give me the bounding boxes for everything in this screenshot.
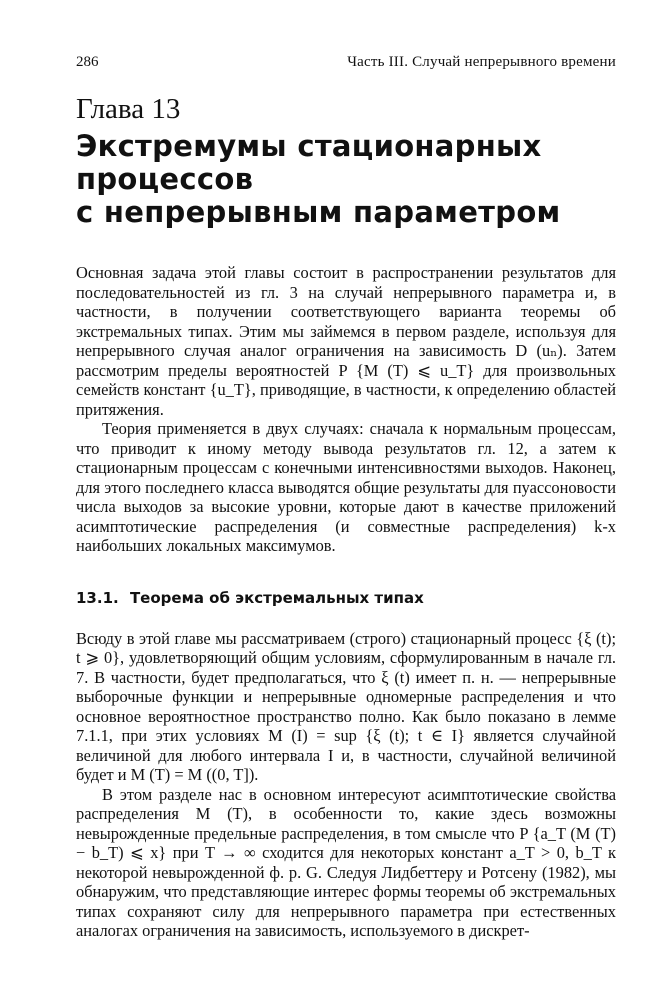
running-head [76,54,616,76]
page-number: 286 [76,54,99,70]
chapter-title-line-2: с непрерывным параметром [76,195,561,229]
section-paragraph-2: В этом разделе нас в основном интересуют асимптотические свойства распределения M (T), в особенности то, какие здесь возможны невырожденные предельные распределения, в том смысле что P {a_T (M (T) − b_T) ⩽ x} при T → ∞ сходится для некоторых констант a_T > 0, b_T к некоторой невырожденной ф. р. G. Следуя Лидбеттеру и Ротсену (1982), мы обнаружим, что представляющие интерес формы теоремы об экстремальных типах сохраняют силу для непрерывного параметра при естественных аналогах ограничения на зависимость, используемого в дискрет- [76,784,616,940]
section-number: 13.1. [76,588,119,607]
chapter-label: Глава 13 [76,93,181,125]
section-paragraph-1: Всюду в этой главе мы рассматриваем (строго) стационарный процесс {ξ (t); t ⩾ 0}, удовлетворяющий общим условиям, сформулированным в начале гл. 7. В частности, будет предполагаться, что ξ (t) имеет п. н. — непрерывные выборочные функции и непрерывные одномерные распределения и что основное вероятностное пространство полно. Как было показано в лемме 7.1.1, при этих условиях M (I) = sup {ξ (t); t ∈ I} является случайной величиной для любого интервала I и, в частности, случайной величиной будет и M (T) = M ((0, T]). [76,628,616,784]
section-heading [76,589,616,607]
intro-paragraph-1: Основная задача этой главы состоит в распространении результатов для последовательностей из гл. 3 на случай непрерывного параметра и, в частности, в получении соответствующего варианта теоремы об экстремальных типах. Этим мы займемся в первом разделе, используя для непрерывного случая аналог ограничения на зависимость D (uₙ). Затем рассмотрим пределы вероятностей P {M (T) ⩽ u_T} для произвольных семейств констант {u_T}, приводящие, в частности, к определению областей притяжения. [76,263,616,419]
intro-paragraph-2: Теория применяется в двух случаях: сначала к нормальным процессам, что приводит к иному методу вывода результатов гл. 12, а затем к стационарным процессам с конечными интенсивностями выходов. Наконец, для этого последнего класса выводятся общие результаты для пуассоновости числа выходов за высокие уровни, которые дают в качестве приложений асимптотические распределения (и совместные распределения) k-х наибольших локальных максимумов. [76,419,616,555]
chapter-title-line-1: Экстремумы стационарных процессов [76,129,542,196]
book-page [76,54,616,941]
running-title: Часть III. Случай непрерывного времени [347,54,616,70]
chapter-title [76,130,616,229]
section-title: Теорема об экстремальных типах [129,588,424,607]
